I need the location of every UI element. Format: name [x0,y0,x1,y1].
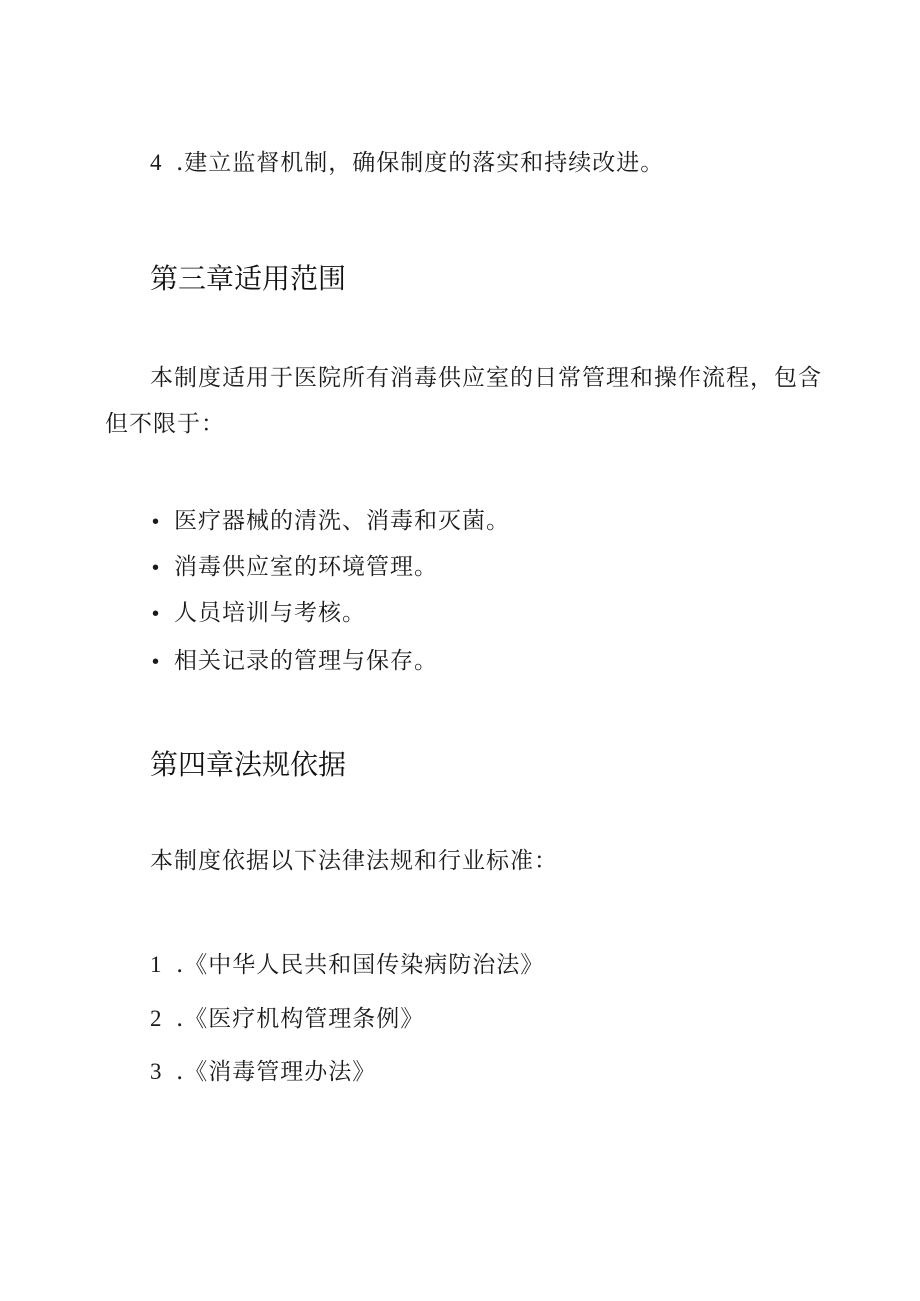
list-item-4 [150,147,664,179]
bullet-text: 人员培训与考核。 [174,600,366,626]
bullet-text: 消毒供应室的环境管理。 [174,554,438,580]
list-text: .建立监督机制，确保制度的落实和持续改进。 [176,150,665,176]
bullet-icon: • [152,603,161,625]
chapter-3-heading: 第三章适用范围 [150,262,347,295]
regulation-item-1 [150,949,544,981]
chapter-3-intro-line-1: 本制度适用于医院所有消毒供应室的日常管理和操作流程，包含 [150,365,822,391]
list-text: .《消毒管理办法》 [176,1059,377,1085]
list-number: 1 [150,952,163,977]
bullet-icon: • [152,651,161,673]
list-text: .《中华人民共和国传染病防治法》 [176,952,545,978]
bullet-icon: • [152,557,161,579]
bullet-text: 医疗器械的清洗、消毒和灭菌。 [174,508,510,534]
chapter-4-heading: 第四章法规依据 [150,748,347,781]
chapter-3-intro-line-2: 但不限于： [105,411,225,437]
bullet-item [152,645,438,678]
bullet-item [152,505,510,538]
bullet-text: 相关记录的管理与保存。 [174,648,438,674]
chapter-4-intro: 本制度依据以下法律法规和行业标准： [150,848,558,874]
regulation-item-2 [150,1003,424,1035]
bullet-item [152,551,438,584]
bullet-item [152,597,366,630]
list-text: .《医疗机构管理条例》 [176,1006,425,1032]
bullet-icon: • [152,511,161,533]
regulation-item-3 [150,1056,376,1088]
list-number: 2 [150,1006,163,1031]
list-number: 4 [150,150,163,175]
list-number: 3 [150,1059,163,1084]
